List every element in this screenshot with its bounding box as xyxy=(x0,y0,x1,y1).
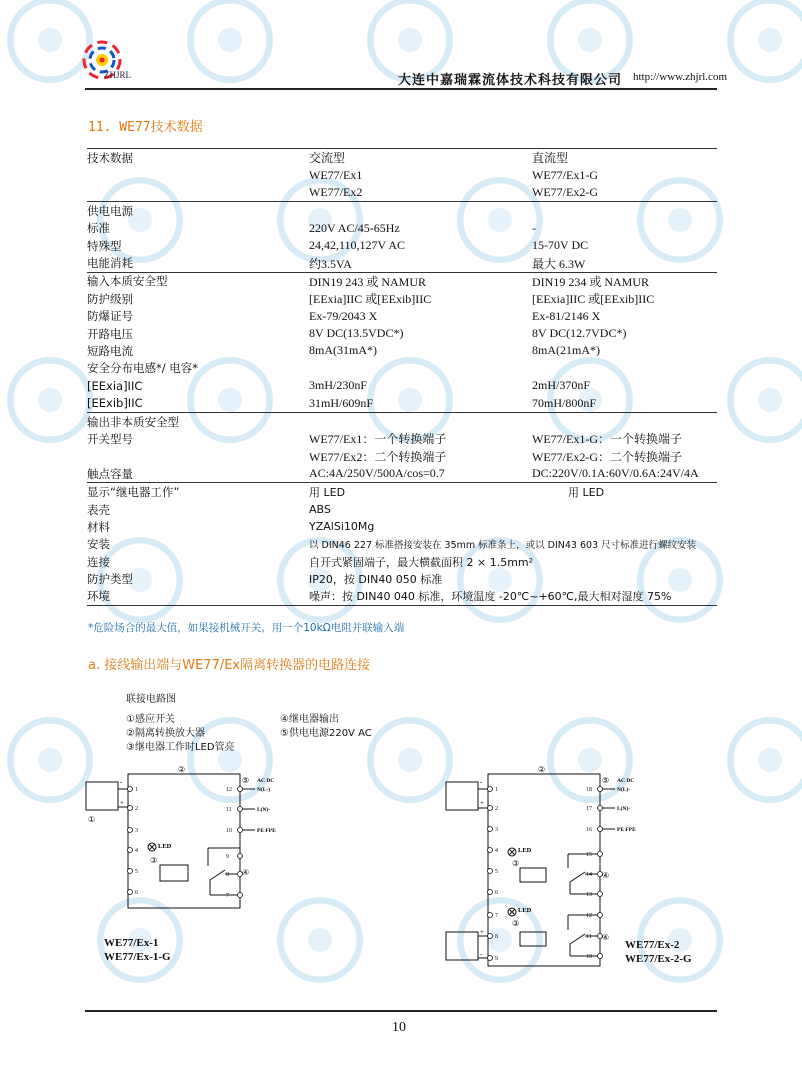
circle-label-4: ④ xyxy=(242,868,250,877)
pin-number: 11 xyxy=(226,807,232,813)
table-cell xyxy=(87,166,309,183)
spec-table xyxy=(87,148,717,606)
led-label: LED xyxy=(518,847,532,854)
terminal-pin xyxy=(128,869,133,874)
pin-number: 6 xyxy=(135,890,138,896)
table-row xyxy=(87,272,717,290)
table-cell: 噪声：按 DIN40 040 标准，环境温度 -20℃~+60℃,最大相对湿度 75% xyxy=(309,588,717,606)
table-row xyxy=(87,184,717,202)
pin-number: 3 xyxy=(495,827,498,833)
circle-label-3: ③ xyxy=(150,856,158,865)
table-cell: DC:220V/0.1A:60V/0.6A:24V/4A xyxy=(532,466,699,481)
table-cell: 以 DIN46 227 标准搭接安装在 35mm 标准条上，或以 DIN43 603 尺寸标准进行螺纹安装 xyxy=(309,540,697,552)
model-left-2: WE77/Ex-1-G xyxy=(104,951,171,963)
pin-number: 5 xyxy=(135,869,138,875)
plus-label: + xyxy=(120,799,124,807)
table-row xyxy=(87,325,717,342)
table-cell: 开关型号 xyxy=(87,431,133,446)
table-cell: 最大 6.3W xyxy=(532,256,586,271)
table-cell: 输出非本质安全型 xyxy=(87,412,309,430)
legend-item: ①感应开关 xyxy=(126,714,175,725)
table-cell: 安全分布电感*/ 电容* xyxy=(87,361,199,376)
terminal-pin xyxy=(238,807,243,812)
pin-number: 1 xyxy=(135,787,138,793)
table-cell: 开路电压 xyxy=(87,326,133,341)
led-label: LED xyxy=(518,907,532,914)
table-cell xyxy=(87,448,309,465)
legend-item: ④继电器输出 xyxy=(280,714,339,725)
circle-label-2: ② xyxy=(538,765,546,774)
footnote: *危险场合的最大值，如果接机械开关，用一个10kΩ电阻并联输入端 xyxy=(88,622,405,634)
table-row xyxy=(87,254,717,272)
table-row xyxy=(87,570,717,587)
terminal-pin xyxy=(598,892,603,897)
sensor-box xyxy=(86,782,118,810)
table-cell: WE77/Ex1：一个转换端子 xyxy=(309,432,447,447)
l-label: L(N)- xyxy=(257,807,271,813)
table-cell: 直流型 xyxy=(532,149,717,167)
table-cell: Ex-81/2146 X xyxy=(532,308,601,323)
table-row xyxy=(87,149,717,167)
table-cell: 15-70V DC xyxy=(532,238,589,253)
table-cell: 8mA(21mA*) xyxy=(532,343,600,358)
pin-number: 12 xyxy=(586,913,592,919)
pin-number: 5 xyxy=(495,869,498,875)
pin-number: 10 xyxy=(226,828,232,834)
circle-label-3: ③ xyxy=(512,919,520,928)
terminal-pin xyxy=(238,893,243,898)
circle-label-5: ⑤ xyxy=(602,776,610,785)
model-right-1: WE77/Ex-2 xyxy=(625,939,680,951)
table-cell: IP20，按 DIN40 050 标准 xyxy=(309,573,443,587)
pin-number: 11 xyxy=(586,934,592,940)
circle-label-4: ④ xyxy=(602,933,610,942)
terminal-pin xyxy=(598,954,603,959)
table-cell xyxy=(309,412,532,430)
table-row xyxy=(87,430,717,447)
circuit-diagram-left xyxy=(80,760,300,930)
table-cell: 显示“继电器工作” xyxy=(87,483,309,501)
table-row xyxy=(87,237,717,254)
pe-label: PE FPE xyxy=(617,827,636,833)
table-cell: WE77/Ex2 xyxy=(309,184,363,199)
table-cell: 防护类型 xyxy=(87,572,133,587)
circle-label-5: ⑤ xyxy=(242,776,250,785)
table-cell xyxy=(532,202,717,220)
subsection-title: a. 接线输出端与WE77/Ex隔离转换器的电路连接 xyxy=(88,658,371,673)
l-label: L(N)- xyxy=(617,806,631,812)
n-label: N(L-) xyxy=(257,787,271,793)
terminal-pin xyxy=(598,913,603,918)
table-cell: DIN19 234 或 NAMUR xyxy=(532,272,717,290)
table-cell: WE77/Ex2-G：二个转换端子 xyxy=(532,449,682,464)
terminal-pin xyxy=(128,806,133,811)
sensor-box xyxy=(446,932,478,960)
table-cell: 24,42,110,127V AC xyxy=(309,238,406,253)
table-row xyxy=(87,290,717,307)
isolator-box xyxy=(488,774,600,966)
table-cell: 2mH/370nF xyxy=(532,378,591,393)
table-row xyxy=(87,483,717,501)
table-cell xyxy=(532,360,717,377)
table-cell: 标准 xyxy=(87,221,110,236)
table-cell: [EExia]IIC xyxy=(87,378,143,393)
table-cell: 短路电流 xyxy=(87,343,133,358)
pin-number: 14 xyxy=(586,872,592,878)
terminal-pin xyxy=(488,956,493,961)
terminal-pin xyxy=(488,787,493,792)
table-cell: 材料 xyxy=(87,519,110,534)
terminal-pin xyxy=(488,890,493,895)
table-row xyxy=(87,377,717,394)
table-cell: 技术数据 xyxy=(87,149,309,167)
table-cell: DIN19 243 或 NAMUR xyxy=(309,272,532,290)
terminal-pin xyxy=(128,848,133,853)
circle-label-2: ② xyxy=(178,765,186,774)
table-row xyxy=(87,220,717,237)
pin-number: 4 xyxy=(135,848,138,854)
terminal-pin xyxy=(238,787,243,792)
table-cell: 交流型 xyxy=(309,149,532,167)
table-cell: 220V AC/45-65Hz xyxy=(309,220,400,235)
table-cell xyxy=(532,412,717,430)
page-number: 10 xyxy=(392,1020,406,1035)
table-cell: 用 LED xyxy=(532,483,717,501)
table-cell: 防爆证号 xyxy=(87,309,133,324)
table-row xyxy=(87,166,717,183)
table-cell: WE77/Ex2：二个转换端子 xyxy=(309,449,447,464)
table-cell: 70mH/800nF xyxy=(532,395,597,410)
sensor-box xyxy=(446,782,478,810)
table-row xyxy=(87,448,717,465)
plus-label: + xyxy=(480,928,484,936)
isolator-box xyxy=(128,774,240,908)
terminal-pin xyxy=(598,827,603,832)
table-cell xyxy=(87,184,309,202)
table-cell: 8mA(31mA*) xyxy=(309,343,377,358)
model-left-1: WE77/Ex-1 xyxy=(104,937,159,949)
pin-number: 2 xyxy=(135,806,138,812)
pin-number: 2 xyxy=(495,806,498,812)
table-cell: 环境 xyxy=(87,588,309,606)
legend-title: 联接电路图 xyxy=(126,694,176,705)
table-row xyxy=(87,501,717,518)
model-right-2: WE77/Ex-2-G xyxy=(625,953,692,965)
pin-number: 13 xyxy=(586,892,592,898)
acdc-label: AC DC xyxy=(617,778,635,784)
terminal-pin xyxy=(238,828,243,833)
table-cell: 约3.5VA xyxy=(309,256,352,271)
circle-label-3: ③ xyxy=(512,859,520,868)
pin-number: 8 xyxy=(226,872,229,878)
pin-number: 6 xyxy=(495,890,498,896)
table-cell: 输入本质安全型 xyxy=(87,272,309,290)
table-cell: 表壳 xyxy=(87,502,110,517)
terminal-pin xyxy=(488,869,493,874)
company-url: http://www.zhjrl.com xyxy=(633,71,727,83)
table-cell: Ex-79/2043 X xyxy=(309,308,378,323)
pin-number: 18 xyxy=(586,787,592,793)
minus-label: - xyxy=(480,950,483,958)
table-cell: [EExia]IIC 或[EExib]IIC xyxy=(532,292,655,307)
table-cell: 供电电源 xyxy=(87,202,309,220)
pin-number: 15 xyxy=(586,852,592,858)
table-row xyxy=(87,588,717,606)
table-row xyxy=(87,518,717,535)
table-cell: 3mH/230nF xyxy=(309,378,368,393)
table-cell: 连接 xyxy=(87,554,110,569)
terminal-pin xyxy=(598,852,603,857)
legend-item: ②隔离转换放大器 xyxy=(126,728,205,739)
table-row xyxy=(87,202,717,220)
terminal-pin xyxy=(488,934,493,939)
terminal-pin xyxy=(488,806,493,811)
header-divider xyxy=(85,88,717,90)
acdc-label: AC DC xyxy=(257,778,275,784)
company-name: 大连中嘉瑞霖流体技术科技有限公司 xyxy=(398,73,623,88)
pin-number: 9 xyxy=(226,854,229,860)
pin-number: 9 xyxy=(495,956,498,962)
terminal-pin xyxy=(128,828,133,833)
table-cell: - xyxy=(532,220,536,235)
table-cell xyxy=(309,202,532,220)
pin-number: 16 xyxy=(586,827,592,833)
table-row xyxy=(87,553,717,570)
table-cell: 安装 xyxy=(87,537,110,552)
circle-label-1: ① xyxy=(88,815,96,824)
plus-label: + xyxy=(480,799,484,807)
table-row xyxy=(87,536,717,553)
table-cell: 31mH/609nF xyxy=(309,395,374,410)
table-cell: 特殊型 xyxy=(87,238,122,253)
pin-number: 3 xyxy=(135,828,138,834)
pin-number: 12 xyxy=(226,787,232,793)
table-cell: [EExib]IIC xyxy=(87,396,143,411)
footer-divider xyxy=(85,1010,717,1012)
table-cell: 触点容量 xyxy=(87,466,133,481)
pe-label: PE FPE xyxy=(257,828,276,834)
terminal-pin xyxy=(598,787,603,792)
table-cell xyxy=(309,360,532,377)
table-cell: 防护级别 xyxy=(87,291,133,306)
pin-number: 7 xyxy=(226,893,229,899)
terminal-pin xyxy=(128,890,133,895)
table-cell: ABS xyxy=(309,503,331,516)
terminal-pin xyxy=(238,854,243,859)
table-row xyxy=(87,360,717,377)
pin-number: 8 xyxy=(495,934,498,940)
table-cell: WE77/Ex1-G：一个转换端子 xyxy=(532,432,682,447)
table-cell: YZAlSi10Mg xyxy=(309,520,375,534)
table-cell: 8V DC(13.5VDC*) xyxy=(309,326,404,341)
table-row xyxy=(87,465,717,483)
table-row xyxy=(87,342,717,359)
table-row xyxy=(87,308,717,325)
legend-item: ③继电器工作时LED管亮 xyxy=(126,742,235,753)
pin-number: 4 xyxy=(495,848,498,854)
terminal-pin xyxy=(488,848,493,853)
table-cell: WE77/Ex1-G xyxy=(532,167,598,182)
logo-text: ZHJRL xyxy=(104,70,131,80)
led-label: LED xyxy=(158,843,172,850)
pin-number: 1 xyxy=(495,787,498,793)
terminal-pin xyxy=(488,913,493,918)
table-cell: 用 LED xyxy=(309,483,532,501)
terminal-pin xyxy=(128,787,133,792)
pin-number: 17 xyxy=(586,806,592,812)
table-cell: 自开式紧固端子，最大横截面积 2 × 1.5mm² xyxy=(309,555,534,569)
table-cell: WE77/Ex1 xyxy=(309,167,363,182)
pin-number: 7 xyxy=(495,913,498,919)
circle-label-4: ④ xyxy=(602,871,610,880)
terminal-pin xyxy=(488,827,493,832)
minus-label: - xyxy=(480,778,483,786)
section-title: 11. WE77技术数据 xyxy=(88,120,203,135)
pin-number: 10 xyxy=(586,954,592,960)
table-row xyxy=(87,412,717,430)
plus-label: - xyxy=(120,778,123,786)
table-cell: 电能消耗 xyxy=(87,256,133,271)
table-cell: 8V DC(12.7VDC*) xyxy=(532,326,627,341)
table-row xyxy=(87,394,717,412)
n-label: N(L)- xyxy=(617,787,631,793)
table-cell: [EExia]IIC 或[EExib]IIC xyxy=(309,292,432,307)
table-cell: AC:4A/250V/500A/cos=0.7 xyxy=(309,466,445,481)
table-cell: WE77/Ex2-G xyxy=(532,184,598,199)
legend-item: ⑤供电电源220V AC xyxy=(280,728,372,739)
terminal-pin xyxy=(598,806,603,811)
